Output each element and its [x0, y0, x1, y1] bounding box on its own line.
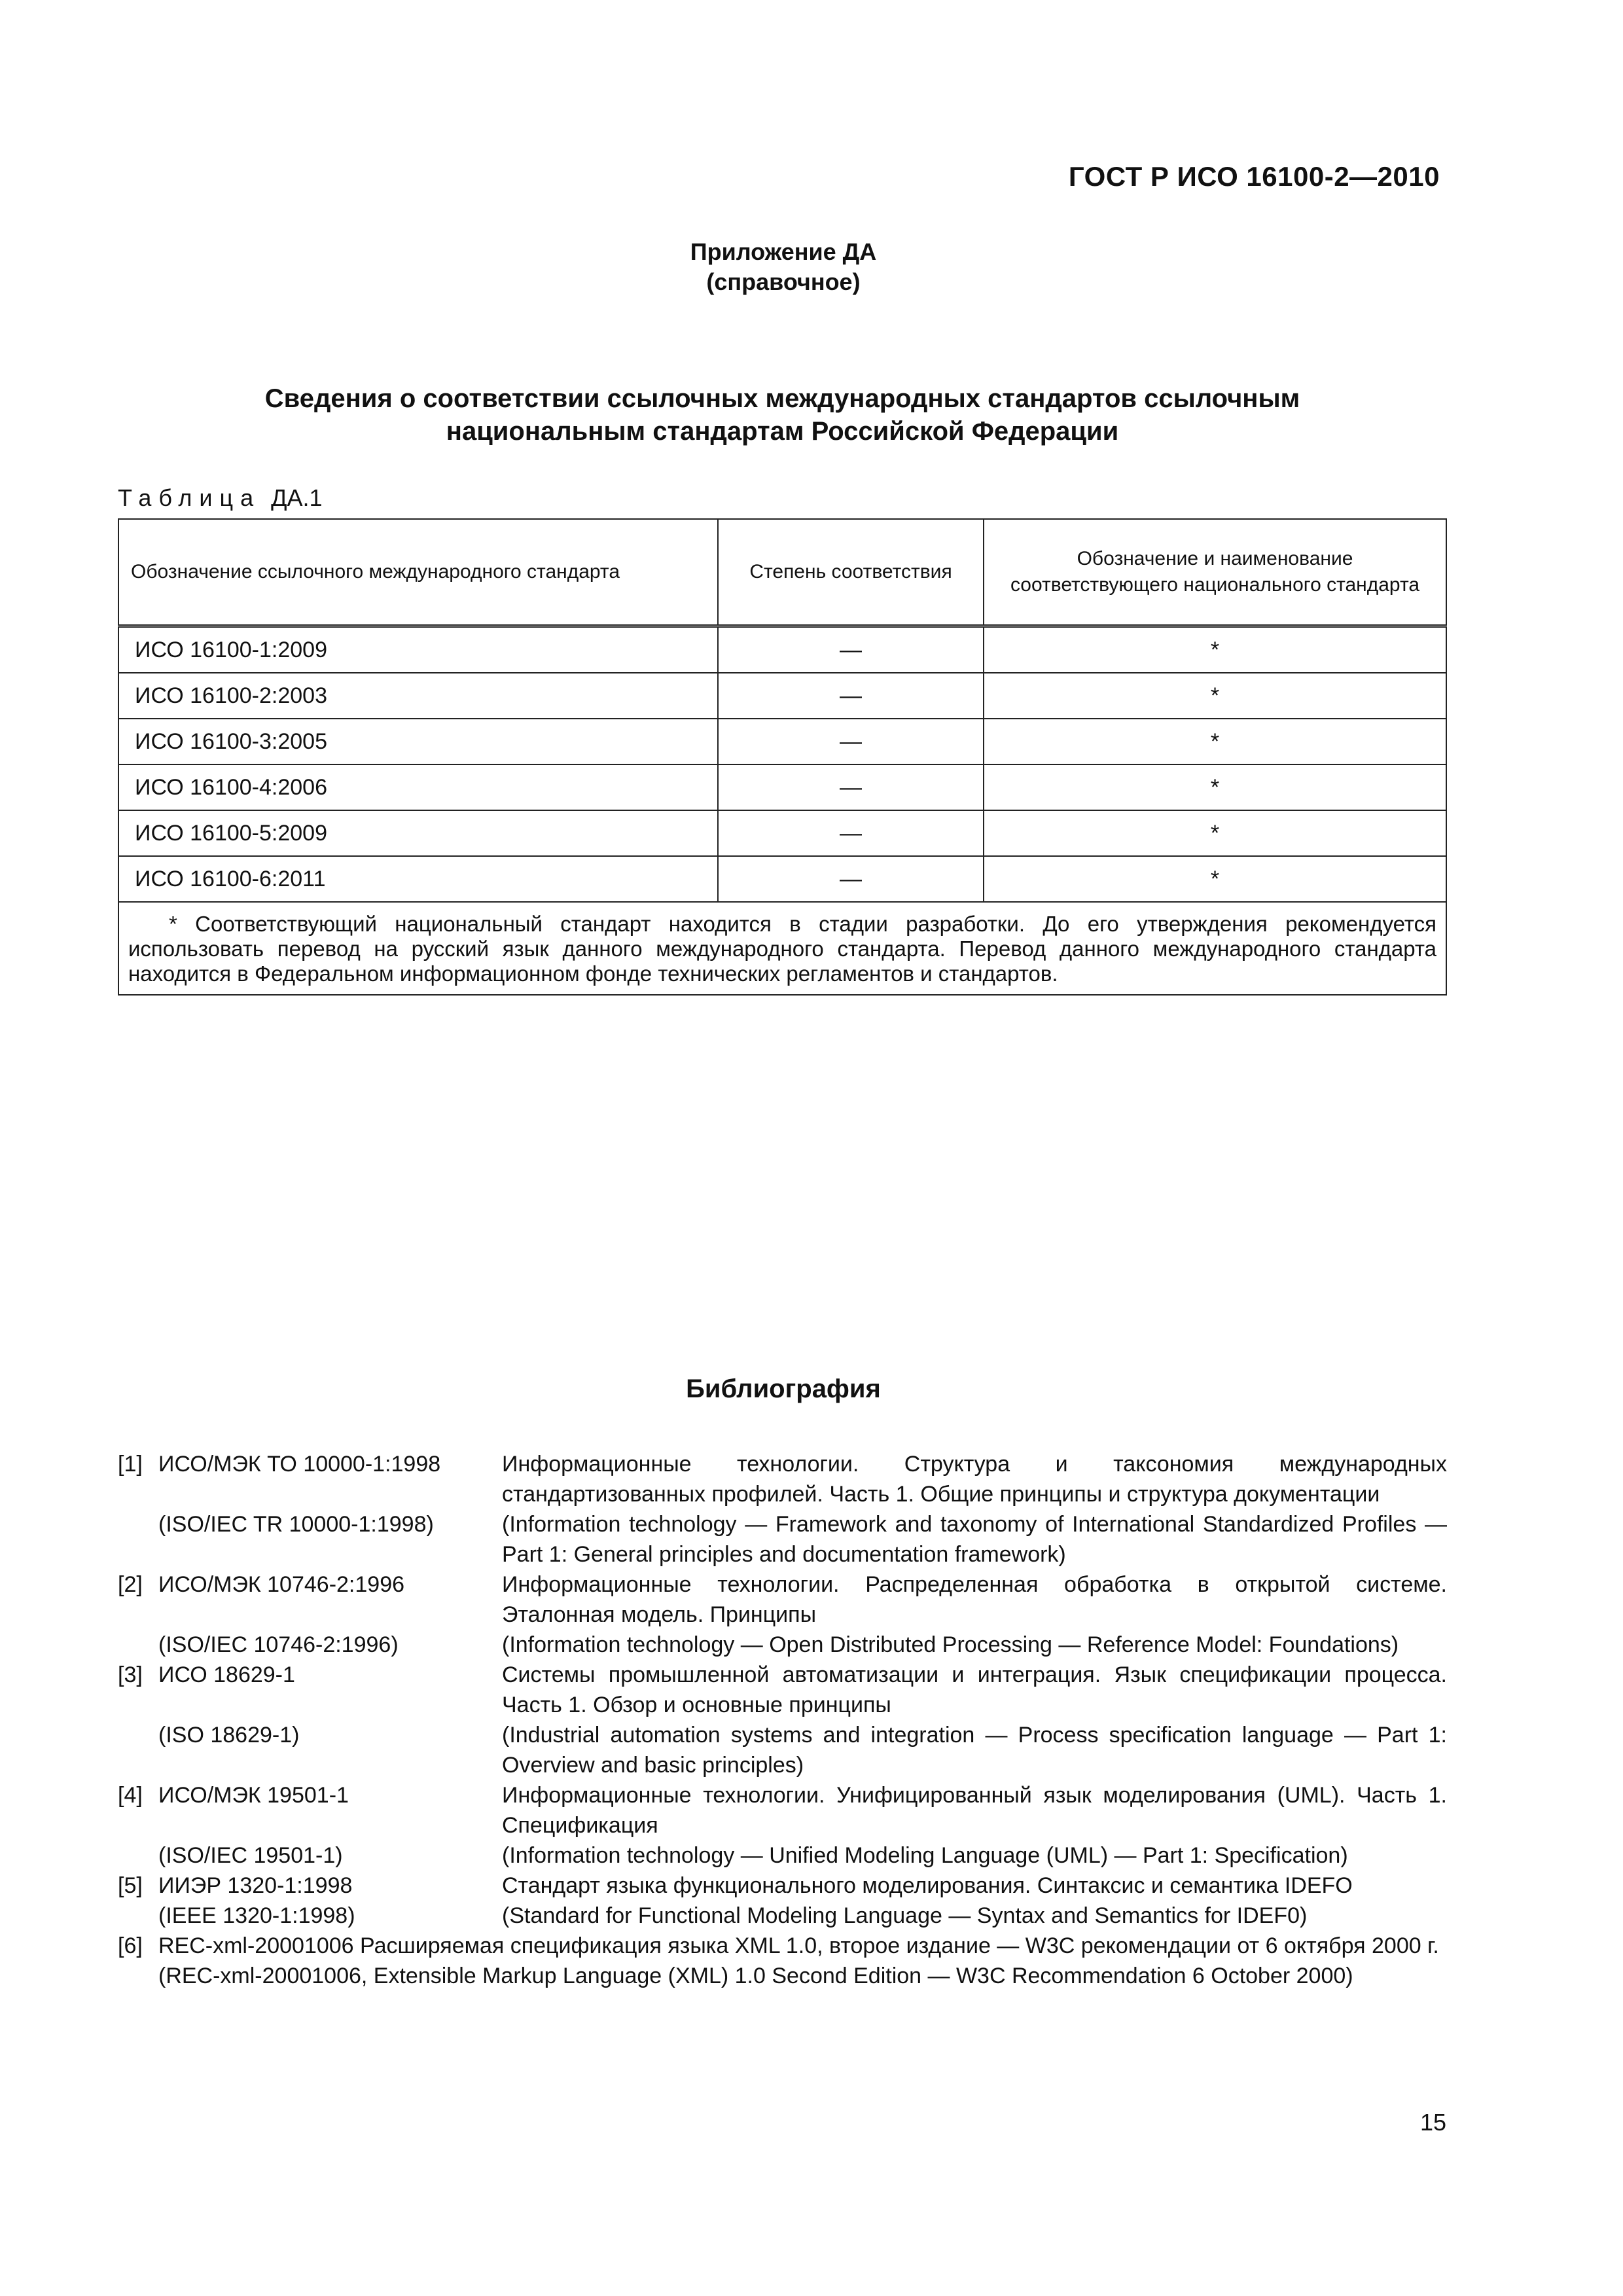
- bibliography-entry-code-original: (ISO/IEC 19501-1): [158, 1843, 343, 1868]
- section-title-line-2: национальным стандартам Российской Федерации: [446, 417, 1119, 446]
- bibliography-entry-number: [6]: [118, 1933, 143, 1958]
- table-cell-degree: —: [718, 764, 984, 810]
- bibliography-entry-title: Информационные технологии. Распределенная обработка в открытой системе. Эталонная модель. Принципы: [502, 1572, 1447, 1627]
- bibliography-entry-original: [118, 1509, 1447, 1570]
- table-cell-standard: ИСО 16100-6:2011: [118, 856, 718, 902]
- bibliography-entry-title-original: (Information technology — Unified Modeling Language (UML) — Part 1: Specification): [502, 1843, 1348, 1868]
- appendix-heading: [0, 237, 1567, 297]
- table-row: [118, 626, 1446, 673]
- table-cell-national: *: [984, 764, 1446, 810]
- table-row: [118, 764, 1446, 810]
- standard-code: ГОСТ Р ИСО 16100-2—2010: [1068, 161, 1440, 192]
- table-footnote: [118, 902, 1446, 995]
- table-cell-national: *: [984, 626, 1446, 673]
- table-cell-standard: ИСО 16100-3:2005: [118, 719, 718, 764]
- bibliography-title: Библиография: [686, 1374, 881, 1403]
- bibliography-entry-code: ИСО 18629-1: [158, 1662, 295, 1687]
- table-row: [118, 673, 1446, 719]
- bibliography-entry-title: Информационные технологии. Унифицированный язык моделирования (UML). Часть 1. Спецификация: [502, 1783, 1447, 1838]
- bibliography-entry: [118, 1780, 1447, 1840]
- bibliography-entry-title-original: (Information technology — Framework and taxonomy of International Standardized Profiles — Part 1: General principles and documentation framework): [502, 1512, 1447, 1567]
- table-row: [118, 810, 1446, 856]
- bibliography-entry: [118, 1931, 1447, 1961]
- bibliography-entry: [118, 1449, 1447, 1509]
- bibliography-entry-title: Информационные технологии. Структура и таксономия международных стандартизованных профилей. Часть 1. Общие принципы и структура документации: [502, 1452, 1447, 1507]
- correspondence-table: [118, 518, 1447, 996]
- table-cell-standard: ИСО 16100-2:2003: [118, 673, 718, 719]
- table-cell-standard: ИСО 16100-5:2009: [118, 810, 718, 856]
- table-label-word: Таблица: [118, 484, 261, 511]
- bibliography-entry-code: ИСО/МЭК ТО 10000-1:1998: [158, 1452, 441, 1477]
- table-cell-degree: —: [718, 626, 984, 673]
- bibliography-entry-code-original: (ISO/IEC 10746-2:1996): [158, 1632, 399, 1657]
- table-row: [118, 719, 1446, 764]
- column-header-national: Обозначение и наименование соответствующего национального стандарта: [984, 519, 1446, 626]
- bibliography-entry-code-original: (ISO/IEC TR 10000-1:1998): [158, 1512, 434, 1537]
- bibliography-entry-original: [118, 1630, 1447, 1660]
- section-title: [118, 382, 1447, 448]
- table-footnote-row: [118, 902, 1446, 995]
- table-cell-degree: —: [718, 673, 984, 719]
- bibliography-entry-original: [118, 1840, 1447, 1871]
- column-header-degree: Степень соответствия: [718, 519, 984, 626]
- table-cell-degree: —: [718, 810, 984, 856]
- appendix-title: Приложение ДА: [690, 238, 877, 265]
- bibliography-entry-number: [4]: [118, 1783, 143, 1808]
- table-cell-national: *: [984, 719, 1446, 764]
- bibliography-list: [118, 1449, 1447, 1991]
- bibliography-entry-code-original: (IEEE 1320-1:1998): [158, 1903, 355, 1928]
- bibliography-entry-original: [118, 1961, 1447, 1991]
- table-header-row: [118, 519, 1446, 626]
- bibliography-entry-title: REC-xml-20001006 Расширяемая спецификация языка XML 1.0, второе издание — W3C рекомендации от 6 октября 2000 г.: [158, 1933, 1439, 1958]
- table-cell-national: *: [984, 856, 1446, 902]
- bibliography-entry-code: ИСО/МЭК 10746-2:1996: [158, 1572, 405, 1597]
- bibliography-entry-original: [118, 1720, 1447, 1780]
- bibliography-entry-number: [2]: [118, 1572, 143, 1597]
- bibliography-entry: [118, 1660, 1447, 1720]
- table-label: [118, 484, 323, 512]
- page-number: 15: [1419, 2109, 1446, 2136]
- table-cell-standard: ИСО 16100-1:2009: [118, 626, 718, 673]
- bibliography-entry: [118, 1871, 1447, 1901]
- bibliography-entry-number: [5]: [118, 1873, 143, 1898]
- table-cell-degree: —: [718, 719, 984, 764]
- bibliography-entry-code: ИСО/МЭК 19501-1: [158, 1783, 349, 1808]
- bibliography-entry-code-original: (ISO 18629-1): [158, 1723, 300, 1748]
- table-label-id: ДА.1: [271, 484, 323, 511]
- bibliography-entry-title-original: (Standard for Functional Modeling Language — Syntax and Semantics for IDEF0): [502, 1903, 1308, 1928]
- appendix-subtitle: (справочное): [706, 268, 861, 295]
- table-cell-national: *: [984, 673, 1446, 719]
- bibliography-entry-title: Стандарт языка функционального моделирования. Синтаксис и семантика IDEFO: [502, 1873, 1353, 1898]
- bibliography-entry-title: Системы промышленной автоматизации и интеграция. Язык спецификации процесса. Часть 1. Обзор и основные принципы: [502, 1662, 1447, 1717]
- column-header-international: Обозначение ссылочного международного стандарта: [118, 519, 718, 626]
- table-cell-degree: —: [718, 856, 984, 902]
- bibliography-entry: [118, 1570, 1447, 1630]
- bibliography-entry-original: [118, 1901, 1447, 1931]
- table-footnote-text: * Соответствующий национальный стандарт находится в стадии разработки. До его утверждения рекомендуется использовать перевод на русский язык данного международного стандарта. Перевод данного международного стандарта находится в Федеральном информационном фонде технических регламентов и стандартов.: [128, 912, 1436, 986]
- bibliography-entry-number: [1]: [118, 1452, 143, 1477]
- table-cell-standard: ИСО 16100-4:2006: [118, 764, 718, 810]
- bibliography-entry-code: ИИЭР 1320-1:1998: [158, 1873, 353, 1898]
- bibliography-entry-number: [3]: [118, 1662, 143, 1687]
- table-row: [118, 856, 1446, 902]
- section-title-line-1: Сведения о соответствии ссылочных международных стандартов ссылочным: [264, 384, 1300, 413]
- bibliography-entry-title-original: (REC-xml-20001006, Extensible Markup Language (XML) 1.0 Second Edition — W3C Recommendation 6 October 2000): [158, 1964, 1353, 1988]
- bibliography-entry-title-original: (Information technology — Open Distributed Processing — Reference Model: Foundations): [502, 1632, 1399, 1657]
- bibliography-entry-title-original: (Industrial automation systems and integration — Process specification language — Part 1: Overview and basic principles): [502, 1723, 1447, 1778]
- table-cell-national: *: [984, 810, 1446, 856]
